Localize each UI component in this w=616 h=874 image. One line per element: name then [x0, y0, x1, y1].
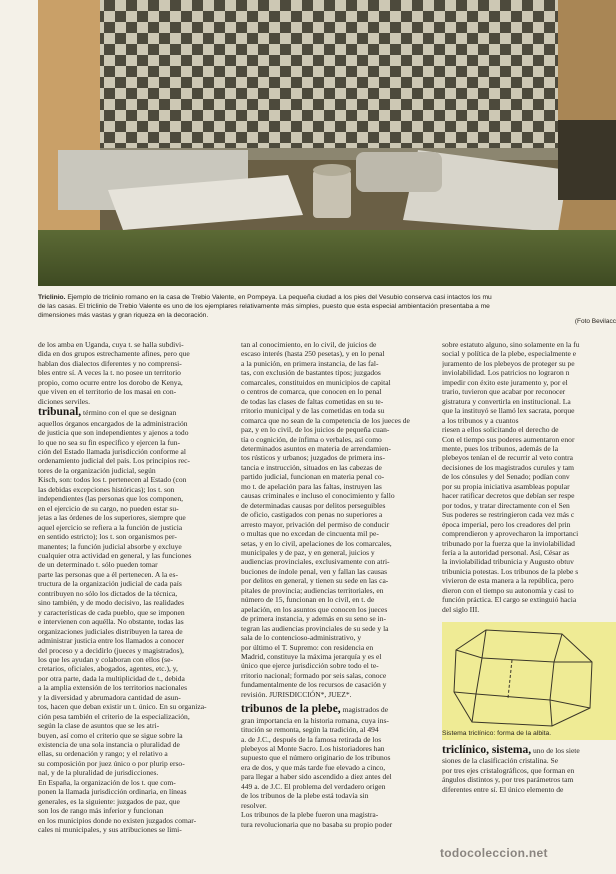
text-line: lo que no sea su fin específico y ejercen la fun-: [38, 437, 181, 447]
text-line: a los tribunos y a cuantos: [442, 415, 519, 425]
text-line: En España, la organización de los t. que com-: [38, 777, 176, 787]
text-line: fundamentalmente de los recursos de casación y: [241, 680, 387, 690]
caption-line-2: de las casas. El triclinio de Trebio Valente es uno de los ejemplares relativamente más simples, puesto que esta especial ambientación presentaba a me: [38, 303, 490, 310]
text-line: según la clase de asuntos que se les atri-: [38, 721, 160, 731]
text-line: comprendieron y aprovecharon la importanci: [442, 529, 579, 539]
col3-continued-text: [442, 340, 616, 614]
text-line: la inviolabilidad tribunicia y Augusto obtuv: [442, 557, 574, 567]
text-line: de todas las clases de faltas cometidas en su te-: [241, 396, 384, 406]
caption-text-1: Ejemplo de triclinio romano en la casa de Trebio Valente, en Pompeya. La pequeña ciudad a los pies del Vesubio conserva casi intactos los mu: [65, 294, 492, 301]
text-line: audiencias provinciales, exclusivamente con atri-: [241, 557, 390, 567]
text-line: único que ejerce jurisdicción sobre todo el te-: [241, 661, 379, 671]
text-line: municipales y de paz, y en general, juicios y: [241, 547, 375, 557]
text-line: a la amplia extensión de los territorios nacionales: [38, 683, 188, 693]
text-line: son los de rango más inferior y funcionan: [38, 806, 164, 816]
text-line: aquellos órganos encargados de la administración: [38, 418, 188, 428]
text-line: dida en dos grupos estrechamente afines, pero que: [38, 349, 190, 359]
text-line: tegran las audiencias provinciales de su sede y la: [241, 623, 389, 633]
text-line: titución se remonta, según la tradición, al 494: [241, 725, 379, 735]
text-line: juramento de los plebeyos de proteger su pe: [442, 358, 575, 368]
text-line: por último el T. Supremo: con residencia en: [241, 642, 374, 652]
text-line: por delitos en general, y tienen su sede en las ca-: [241, 576, 389, 586]
watermark-suffix: .net: [525, 846, 548, 860]
text-line: y la diversidad y abrumadora cantidad de asun-: [38, 692, 181, 702]
text-line: gran importancia en la historia romana, cuya ins-: [241, 715, 389, 725]
entry-triclinico-heading: [442, 746, 616, 755]
text-line: por su propia iniciativa asambleas popular: [442, 481, 570, 491]
text-line: 449 a. de J.C. El problema del verdadero origen: [241, 781, 386, 791]
text-line: y características de cada pueblo, que se imponen: [38, 607, 185, 617]
entry-tribunal-body: [38, 419, 224, 835]
text-line: cretarios, oficiales, abogados, agentes, etc.), y,: [38, 664, 178, 674]
text-line: apelación, en los asuntos que conocen los jueces: [241, 604, 388, 614]
text-line: impedir con éxito este juramento y, por el: [442, 377, 568, 387]
text-line: dieron con el tiempo su autonomía y casi to: [442, 585, 574, 595]
text-line: tores de la organización judicial, según: [38, 465, 156, 475]
text-line: mo t. de apelación para las faltas, instruyen las: [241, 481, 382, 491]
text-line: tos rústicos y urbanos; juzgados de primera ins-: [241, 453, 385, 463]
text-line: de determinadas causas por delitos perseguibles: [241, 500, 386, 510]
text-line: sino también, y de modo decisivo, las realidades: [38, 598, 185, 608]
text-line: ponen la llamada jurisdicción ordinaria, en líneas: [38, 787, 187, 797]
watermark-brand: todocoleccion: [440, 846, 526, 860]
text-line: hacer ratificar decretos que debían ser respe: [442, 491, 575, 501]
text-line: determinados asuntos en materia de arrendamien-: [241, 443, 391, 453]
text-line: riesen a ellos solicitando el derecho de: [442, 425, 559, 435]
text-line: parte las personas que a él pertenecen. A la es-: [38, 569, 178, 579]
text-line: por todos, y tratar directamente con el Sen: [442, 500, 570, 510]
text-line: tan al conocimiento, en lo civil, de juicios de: [241, 340, 377, 349]
text-line: e intervienen con aquélla. No obstante, todas las: [38, 617, 184, 627]
photo-illustration: [38, 0, 616, 286]
text-line: de los cónsules y del Senado; podían conv: [442, 472, 570, 482]
text-line: jetas a las órdenes de los superiores, siempre que: [38, 513, 186, 523]
column-2: [241, 340, 431, 850]
entry-title-tribunos: tribunos de la plebe,: [241, 703, 341, 716]
text-line: plebeyos al Monte Sacro. Los historiadores han: [241, 744, 385, 754]
entry-triclinico-lead: uno de los siete: [531, 746, 580, 755]
text-line: las debidas excepciones históricas); los t. son: [38, 484, 175, 494]
entry-tribunos-heading: [241, 705, 431, 714]
watermark-logo: [440, 846, 548, 860]
text-line: arresto mayor, privación del permiso de conducir: [241, 519, 390, 529]
col1-intro-text: [38, 340, 224, 406]
text-line: a la punición, en primera instancia, de las fal-: [241, 358, 379, 368]
text-line: de los amba en Uganda, cuya t. se halla subdivi-: [38, 340, 184, 349]
column-3-lower: [442, 744, 616, 844]
text-line: trario, tuvieron que acabar por reconocer: [442, 387, 566, 397]
text-line: cualquier otra actividad en general, y las funciones: [38, 550, 192, 560]
text-line: era de dos, y que más tarde fue elevado a cinco,: [241, 762, 386, 772]
text-line: escaso interés (hasta 250 pesetas), y en lo penal: [241, 349, 385, 359]
text-line: Los tribunos de la plebe fueron una magistra-: [241, 810, 379, 820]
entry-tribunos-body: [241, 716, 431, 829]
text-line: del siglo III.: [442, 604, 480, 614]
photo-credit: (Foto Bevilacc: [574, 318, 616, 325]
text-line: o centros de comarca, que conocen en lo penal: [241, 387, 382, 397]
text-line: del proceso y a decidirlo (jueces y magistrados),: [38, 645, 184, 655]
column-3: [442, 340, 616, 620]
text-line: buyen, así como el criterio que se sigue sobre la: [38, 730, 183, 740]
text-line: propio, como ocurre entre los dorobo de Kenya,: [38, 377, 183, 387]
text-line: vivieron de esta manera a la república, pero: [442, 576, 574, 586]
text-line: gistratura y convertirla en institucional. La: [442, 396, 571, 406]
text-line: bles entre sí. A veces la t. no posee un territorio: [38, 368, 181, 378]
column-1: [38, 340, 224, 850]
text-line: rritorio nacional; formado por seis salas, conoce: [241, 670, 387, 680]
text-line: administrar justicia entre los llamados a conocer: [38, 636, 184, 646]
text-line: ción pesa también el criterio de la especialización,: [38, 711, 190, 721]
photo-caption: [38, 293, 616, 320]
entry-tribunal-heading: [38, 408, 224, 417]
text-line: plebeyos tenían el de recurrir al veto contra: [442, 453, 573, 463]
text-line: Con el tiempo sus poderes aumentaron enor: [442, 434, 575, 444]
triclinio-photo: [38, 0, 616, 286]
text-line: por otra parte, dada la multiplicidad de t., debida: [38, 673, 185, 683]
text-line: ordenamiento judicial del país. Los principios rec-: [38, 456, 190, 466]
text-line: ción del Estado llamada jurisdicción conforme al: [38, 446, 186, 456]
text-line: de los tribunos de la plebe está todavía sin: [241, 791, 369, 801]
text-line: manentes; la función judicial absorbe y excluye: [38, 541, 182, 551]
text-line: resolver.: [241, 800, 267, 810]
text-line: tas, con exclusión de bastantes tipos; juzgados: [241, 368, 381, 378]
text-line: época imperial, pero los creadores del prin: [442, 519, 571, 529]
text-line: organizaciones judiciales distribuyen la tarea de: [38, 626, 183, 636]
text-line: número de 15, funcionan en lo civil, en t. de: [241, 595, 375, 605]
entry-title-tribunal: tribunal,: [38, 406, 82, 419]
text-line: función práctica. El cargo se extinguió hacia: [442, 595, 577, 605]
caption-line-3: dimensiones más vastas y gran riqueza en la decoración.: [38, 312, 209, 319]
text-line: tos, hacen que deban existir un t. único. En su organiza-: [38, 702, 207, 712]
text-line: en sentido estricto); los t. son organismos per-: [38, 532, 177, 542]
text-line: buciones de índole penal, ven y fallan las causas: [241, 566, 388, 576]
col2-continued-text: [241, 340, 431, 699]
text-line: tribunicia potestas. Los tribunos de la plebe s: [442, 566, 579, 576]
text-line: existencia de una sola instancia o pluralidad de: [38, 740, 180, 750]
text-line: fería a la autoridad personal. Así, César as: [442, 547, 570, 557]
text-line: ángulos distintos y, por tres parámetros tam: [442, 775, 574, 785]
text-line: comarca que no sean de la competencia de los jueces de: [241, 415, 410, 425]
text-line: de un determinado t. sólo pueden tomar: [38, 560, 158, 570]
text-line: por tres ejes cristalográficos, que forman en: [442, 765, 575, 775]
entry-title-triclinico: triclínico, sistema,: [442, 744, 532, 756]
entry-triclinico-body: [442, 756, 616, 794]
text-line: tía o cognición, de ínfima o verbales, así como: [241, 434, 382, 444]
text-line: a. de J.C., después de la famosa retirada de los: [241, 734, 382, 744]
text-line: mente, pues los tribunos, además de la: [442, 443, 559, 453]
text-line: generales, es la siguiente: juzgados de paz, que: [38, 796, 180, 806]
text-line: tura revolucionaria que no basaba su propio poder: [241, 819, 393, 829]
entry-tribunos-lead: magistrados de: [340, 705, 389, 715]
text-line: su composición por juez único o por plurip erso-: [38, 758, 185, 768]
text-line: en los municipios donde no existen juzgados comar-: [38, 815, 197, 825]
text-line: Madrid, constituye la máxima jerarquía y es el: [241, 651, 382, 661]
text-line: revisión. JURISDICCIÓN*, JUEZ*.: [241, 689, 352, 699]
text-line: hablan dos dialectos diferentes y no comprensi-: [38, 358, 182, 368]
text-line: para llegar a haber sido ascendido a diez antes del: [241, 772, 392, 782]
entry-tribunal-lead: término con el que se designan: [81, 408, 177, 418]
text-line: en el ejercicio de su cargo, no pueden estar su-: [38, 503, 179, 513]
text-line: nal, y de la pluralidad de jurisdicciones.: [38, 768, 159, 778]
text-line: supuesto que el número originario de los tribunos: [241, 753, 391, 763]
text-line: siones de la clasificación cristalina. Se: [442, 756, 559, 766]
crystal-figure: [442, 622, 616, 740]
text-line: comarcales, constituidos en municipios de capital: [241, 377, 391, 387]
text-line: social y política de la plebe, especialmente e: [442, 349, 577, 359]
text-line: o multas que no excedan de cincuenta mil pe-: [241, 529, 379, 539]
text-line: ellas, su ordenación y rango; y el relativo a: [38, 749, 168, 759]
text-line: partido judicial, funcionan en materia penal co-: [241, 472, 385, 482]
text-line: decisiones de los magistrados curules y tam: [442, 462, 575, 472]
text-line: pitales de provincia; audiencias territoriales, en: [241, 585, 384, 595]
text-line: tribunado por la fuerza que la inviolabilidad: [442, 538, 575, 548]
text-line: que la instituyó se llamó lex sacrata, porque: [442, 406, 575, 416]
text-line: de primera instancia, y además en su seno se in-: [241, 614, 387, 624]
text-line: que viven en el territorio de los masai en con-: [38, 387, 177, 397]
text-line: aquel ejercicio se refiera a la función de justicia: [38, 522, 183, 532]
text-line: Kisch, son: todos los t. pertenecen al Estado (con: [38, 475, 187, 485]
text-line: diciones serviles.: [38, 396, 90, 406]
text-line: diferentes entre sí. El único elemento de: [442, 784, 564, 794]
text-line: sala de lo contencioso-administrativo, y: [241, 633, 362, 643]
text-line: de oficio, castigados con penas no superiores a: [241, 510, 383, 520]
text-line: setas, y en lo civil, apelaciones de los comarcales,: [241, 538, 392, 548]
text-line: independientes (las personas que los componen,: [38, 494, 184, 504]
text-line: tructura de la organización judicial de cada país: [38, 579, 182, 589]
text-line: rritorio municipal y de las cometidas en toda su: [241, 406, 385, 416]
text-line: paz, y en lo civil, de los juicios de pequeña cuan-: [241, 425, 390, 435]
text-line: sobre estatuto alguno, sino solamente en la fu: [442, 340, 580, 349]
text-line: Sus poderes se restringieron cada vez más c: [442, 510, 575, 520]
caption-line-1: [38, 293, 616, 302]
text-line: causas criminales e incluso el conocimiento y fallo: [241, 491, 395, 501]
text-line: cales ni municipales, y sus atribuciones se limi-: [38, 825, 182, 835]
caption-lead: Triclinio.: [38, 294, 66, 301]
albite-crystal-drawing: [442, 622, 616, 730]
figure-caption: Sistema triclínico: forma de la albita.: [442, 730, 552, 737]
text-line: de justicia que son independientes y ajenos a todo: [38, 428, 189, 438]
text-line: tancia e instrucción, situados en las cabezas de: [241, 462, 382, 472]
text-line: inviolabilidad. Los patricios no lograron n: [442, 368, 570, 378]
text-line: los que les ayudan y colaboran con ellos (se-: [38, 654, 173, 664]
text-line: contribuyen no sólo los dictados de la técnica,: [38, 588, 178, 598]
